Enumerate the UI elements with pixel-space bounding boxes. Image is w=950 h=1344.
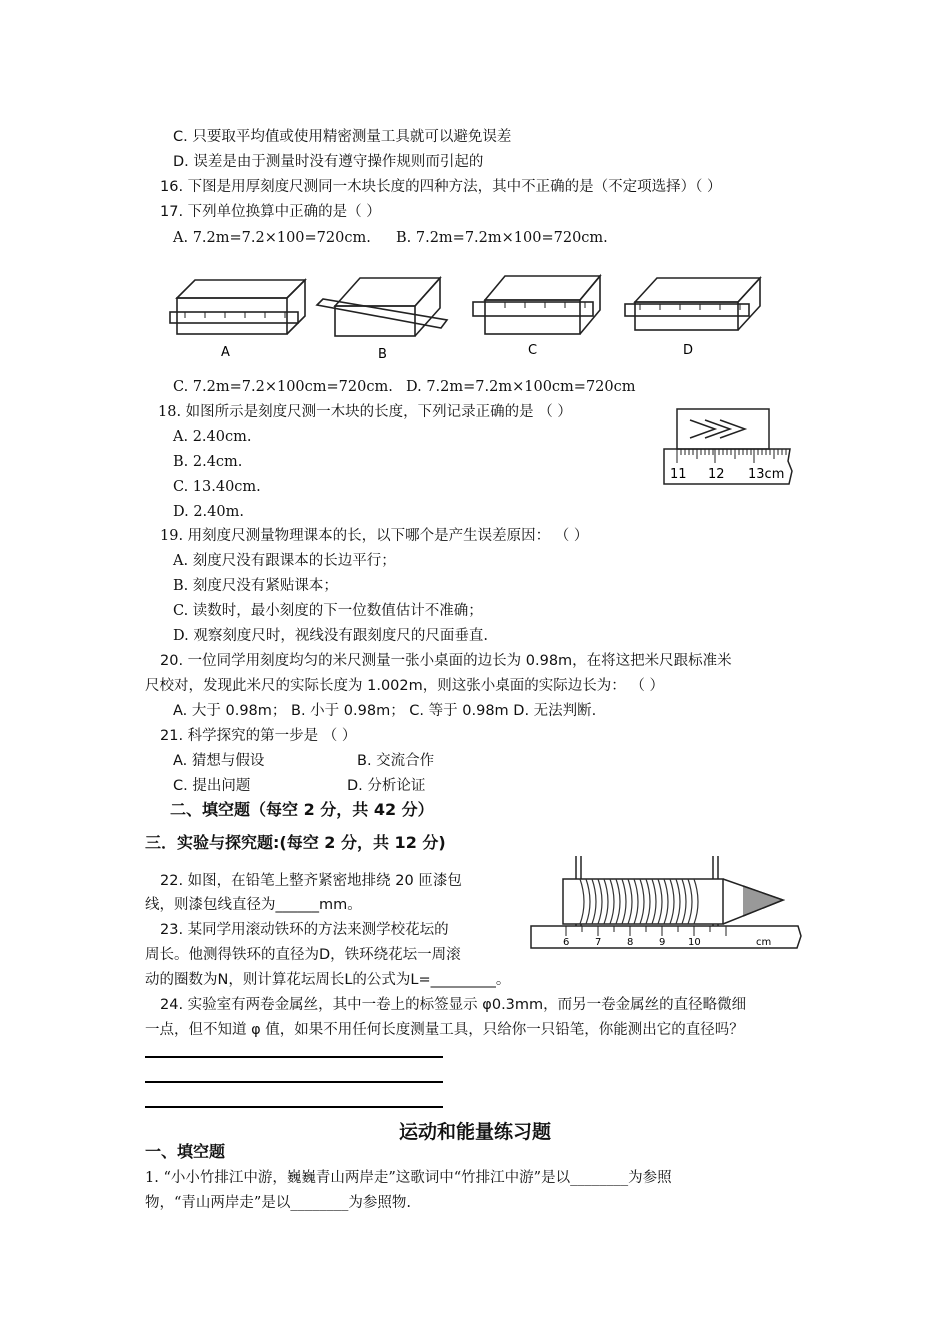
answer-line-1[interactable]	[145, 1056, 443, 1058]
q23-line3: 动的圈数为N，则计算花坛周长L的公式为L=_________。	[145, 972, 511, 988]
q17-option-b: B. 7.2m=7.2m×100=720cm.	[396, 230, 608, 246]
q18-ruler-label-11: 11	[670, 467, 687, 482]
q21-option-d: D. 分析论证	[347, 778, 426, 794]
q24-line2: 一点，但不知道 φ 值，如果不用任何长度测量工具，只给你一只铅笔，你能测出它的直径吗？	[145, 1022, 744, 1038]
q19-text: 19. 用刻度尺测量物理课本的长，以下哪个是产生误差原因： （ ）	[160, 528, 589, 544]
q1-line1: 1. “小小竹排江中游，巍巍青山两岸走”这歌词中“竹排江中游”是以________为参照	[145, 1170, 672, 1186]
q23-line2: 周长。他测得铁环的直径为D，铁环绕花坛一周滚	[145, 947, 461, 963]
answer-line-2[interactable]	[145, 1081, 443, 1083]
q19-option-b: B. 刻度尺没有紧贴课本；	[173, 578, 338, 594]
q22-line2: 线，则漆包线直径为______mm。	[145, 897, 362, 913]
q20-options: A. 大于 0.98m； B. 小于 0.98m； C. 等于 0.98m D. 无法判断.	[173, 703, 597, 719]
coil-ruler-label-8: 8	[627, 937, 634, 948]
q21-text: 21. 科学探究的第一步是 （ ）	[160, 728, 357, 744]
q18-text: 18. 如图所示是刻度尺测一木块的长度，下列记录正确的是 （ ）	[158, 404, 572, 420]
q18-ruler-figure	[660, 406, 800, 488]
coil-ruler-label-cm: cm	[756, 937, 772, 948]
q19-option-a: A. 刻度尺没有跟课本的长边平行；	[173, 553, 396, 569]
coil-ruler-label-9: 9	[659, 937, 666, 948]
q23-line1: 23. 某同学用滚动铁环的方法来测学校花坛的	[160, 922, 449, 938]
coil-ruler-label-10: 10	[688, 937, 701, 948]
coil-ruler-label-7: 7	[595, 937, 602, 948]
q22-line1: 22. 如图，在铅笔上整齐紧密地排绕 20 匝漆包	[160, 873, 462, 889]
answer-line-3[interactable]	[145, 1106, 443, 1108]
q18-option-a: A. 2.40cm.	[173, 429, 252, 445]
q15-option-c: C. 只要取平均值或使用精密测量工具就可以避免误差	[173, 129, 512, 145]
section-2-heading: 二、填空题（每空 2 分，共 42 分）	[170, 800, 434, 819]
q21-option-a: A. 猜想与假设	[173, 753, 265, 769]
q16-label-a: A	[221, 345, 230, 360]
q18-option-d: D. 2.40m.	[173, 504, 244, 520]
q21-option-b: B. 交流合作	[357, 753, 435, 769]
q17-option-a: A. 7.2m=7.2×100=720cm.	[173, 230, 371, 246]
q21-option-c: C. 提出问题	[173, 778, 251, 794]
q17-option-d: D. 7.2m=7.2m×100cm=720cm	[406, 379, 636, 395]
q17-option-c: C. 7.2m=7.2×100cm=720cm.	[173, 379, 393, 395]
q19-option-d: D. 观察刻度尺时，视线没有跟刻度尺的尺面垂直.	[173, 628, 488, 644]
q20-line1: 20. 一位同学用刻度均匀的米尺测量一张小桌面的边长为 0.98m，在将这把米尺跟标准米	[160, 653, 732, 669]
section-3-heading: 三．实验与探究题:(每空 2 分，共 12 分)	[145, 833, 446, 852]
exercise-title: 运动和能量练习题	[398, 1121, 551, 1143]
q16-ruler-figure	[165, 268, 765, 368]
q16-label-d: D	[683, 343, 694, 358]
q15-option-d: D. 误差是由于测量时没有遵守操作规则而引起的	[173, 154, 484, 170]
q16-text: 16. 下图是用厚刻度尺测同一木块长度的四种方法，其中不正确的是（不定项选择）（ ）	[160, 179, 722, 195]
q18-option-b: B. 2.4cm.	[173, 454, 243, 470]
q18-ruler-label-13cm: 13cm	[748, 467, 785, 482]
q20-line2: 尺校对，发现此米尺的实际长度为 1.002m，则这张小桌面的实际边长为： （ ）	[145, 678, 664, 694]
q18-option-c: C. 13.40cm.	[173, 479, 261, 495]
q16-label-c: C	[528, 343, 538, 358]
q22-pencil-coil-figure	[528, 852, 808, 952]
q18-ruler-label-12: 12	[708, 467, 725, 482]
q24-line1: 24. 实验室有两卷金属丝，其中一卷上的标签显示 φ0.3mm，而另一卷金属丝的直径略微细	[160, 997, 747, 1013]
section-1-heading: 一、填空题	[145, 1142, 226, 1161]
q19-option-c: C. 读数时，最小刻度的下一位数值估计不准确；	[173, 603, 483, 619]
q1-line2: 物，“青山两岸走”是以________为参照物.	[145, 1195, 411, 1211]
q16-label-b: B	[378, 347, 387, 362]
q17-text: 17. 下列单位换算中正确的是（ ）	[160, 204, 381, 220]
coil-ruler-label-6: 6	[563, 937, 570, 948]
